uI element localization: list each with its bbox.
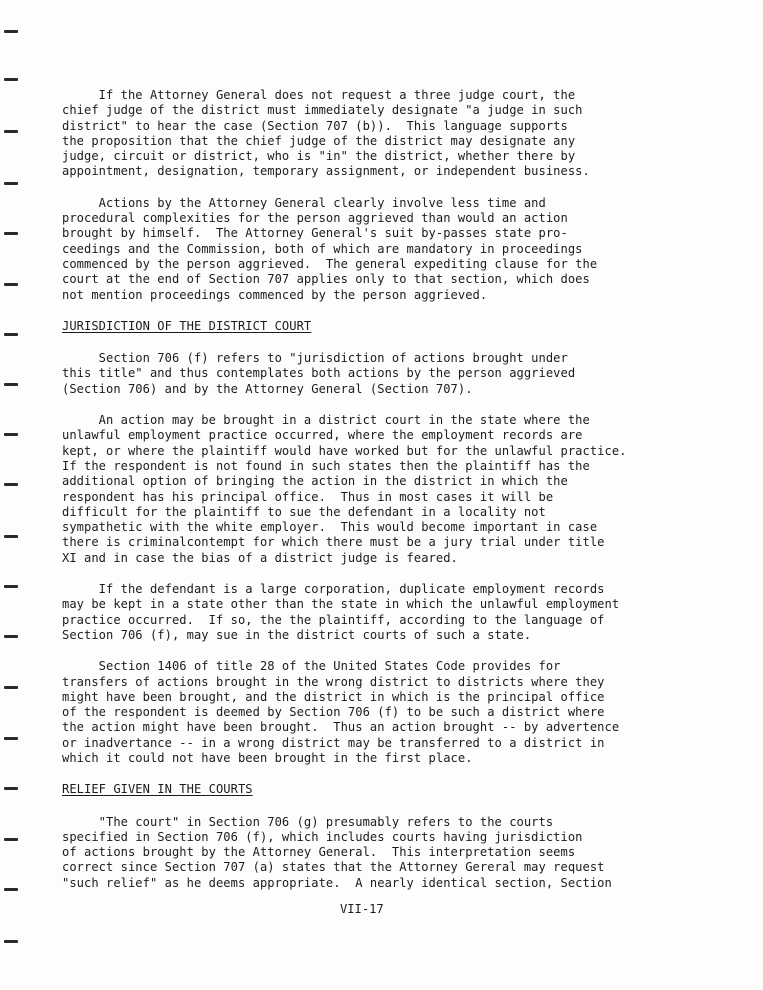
binding-mark [4,30,18,33]
text-line: court at the end of Section 707 applies only to that section, which does [62,272,590,287]
text-line: specified in Section 706 (f), which includes courts having jurisdiction [62,829,583,844]
binding-mark [4,686,18,689]
text-line: judge, circuit or district, who is "in" the district, whether there by [62,149,576,164]
text-line: Section 706 (f), may sue in the district courts of such a state. [62,627,532,642]
text-line: kept, or where the plaintiff would have worked but for the unlawful practice. [62,443,627,458]
binding-mark [4,283,18,286]
text-line: practice occurred. If so, the the plaintiff, according to the language of [62,612,605,627]
text-line: Section 1406 of title 28 of the United States Code provides for [62,659,561,674]
binding-mark [4,78,18,81]
text-line: or inadvertance -- in a wrong district may be transferred to a district in [62,735,605,750]
paragraph [62,659,648,766]
paragraph [62,88,648,180]
paragraph [62,413,648,566]
section-heading: JURISDICTION OF THE DISTRICT COURT [62,318,312,333]
binding-mark [4,232,18,235]
paragraph [62,815,648,891]
text-line: the action might have been brought. Thus an action brought -- by advertence [62,720,620,735]
text-line: of actions brought by the Attorney General. This interpretation seems [62,845,576,860]
binding-mark [4,787,18,790]
paragraph [62,196,648,303]
document-body [62,88,648,907]
text-line: might have been brought, and the district in which is the principal office [62,689,605,704]
text-line: district" to hear the case (Section 707 (b)). This language supports [62,118,568,133]
text-line: there is criminalcontempt for which there must be a jury trial under title [62,535,605,550]
text-line: Section 706 (f) refers to "jurisdiction of actions brought under [62,351,568,366]
text-line: difficult for the plaintiff to sue the defendant in a locality not [62,504,546,519]
text-line: chief judge of the district must immediately designate "a judge in such [62,103,583,118]
binding-mark [4,130,18,133]
text-line: additional option of bringing the action in the district in which the [62,474,568,489]
binding-hole-marks [0,0,22,990]
binding-mark [4,433,18,436]
binding-mark [4,535,18,538]
text-line: procedural complexities for the person aggrieved than would an action [62,211,568,226]
text-line: transfers of actions brought in the wrong district to districts where they [62,674,605,689]
text-line: unlawful employment practice occurred, where the employment records are [62,428,583,443]
binding-mark [4,383,18,386]
binding-mark [4,483,18,486]
text-line: which it could not have been brought in the first place. [62,750,473,765]
binding-mark [4,182,18,185]
text-line: brought by himself. The Attorney General's suit by-passes state pro- [62,226,568,241]
binding-mark [4,333,18,336]
text-line: may be kept in a state other than the state in which the unlawful employment [62,597,620,612]
text-line: respondent has his principal office. Thus in most cases it will be [62,489,554,504]
text-line: of the respondent is deemed by Section 706 (f) to be such a district where [62,705,605,720]
binding-mark [4,838,18,841]
text-line: If the respondent is not found in such states then the plaintiff has the [62,458,590,473]
paragraph [62,582,648,643]
paragraph [62,351,648,397]
text-line: commenced by the person aggrieved. The general expediting clause for the [62,256,598,271]
text-line: If the defendant is a large corporation, duplicate employment records [62,582,605,597]
text-line: "The court" in Section 706 (g) presumably refers to the courts [62,814,554,829]
text-line: (Section 706) and by the Attorney General (Section 707). [62,381,473,396]
text-line: If the Attorney General does not request a three judge court, the [62,88,576,102]
text-line: appointment, designation, temporary assignment, or independent business. [62,164,590,179]
text-line: correct since Section 707 (a) states that the Attorney Gereral may request [62,860,605,875]
text-line: "such relief" as he deems appropriate. A nearly identical section, Section [62,875,612,890]
text-line: not mention proceedings commenced by the person aggrieved. [62,287,488,302]
section-heading: RELIEF GIVEN IN THE COURTS [62,782,253,797]
text-line: Actions by the Attorney General clearly involve less time and [62,195,546,210]
binding-mark [4,635,18,638]
text-line: ceedings and the Commission, both of which are mandatory in proceedings [62,241,583,256]
text-line: the proposition that the chief judge of the district may designate any [62,133,576,148]
text-line: this title" and thus contemplates both actions by the person aggrieved [62,366,576,381]
binding-mark [4,737,18,740]
binding-mark [4,585,18,588]
text-line: An action may be brought in a district court in the state where the [62,413,590,428]
text-line: sympathetic with the white employer. This would become important in case [62,520,598,535]
text-line: XI and in case the bias of a district judge is feared. [62,550,458,565]
binding-mark [4,888,18,891]
page-number: VII-17 [340,902,384,916]
binding-mark [4,940,18,943]
